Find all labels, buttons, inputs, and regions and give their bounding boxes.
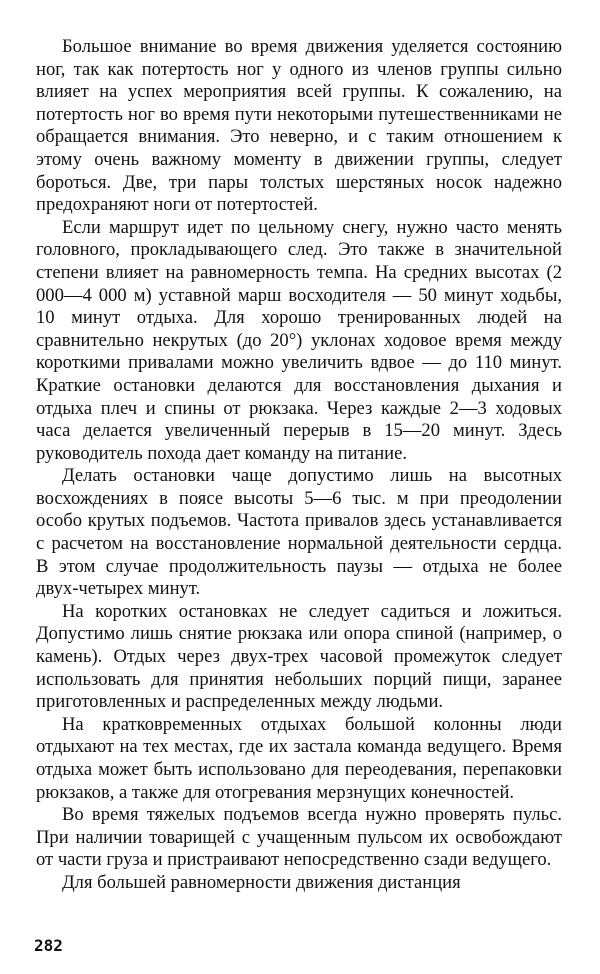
paragraph: Если маршрут идет по цельному снегу, нужно часто менять головного, прокладывающего след. Это также в значительной степени влияет на равномерность темпа. На средних высотах (2 000—4 000 м) уставной марш восходителя — 50 минут ходьбы, 10 минут отдыха. Для хорошо тренированных людей на сравнительно некрутых (до 20°) уклонах ходовое время между короткими привалами можно увеличить вдвое — до 110 минут. Краткие остановки делаются для восстановления дыхания и отдыха плеч и спины от рюкзака. Через каждые 2—3 ходовых часа делается увеличенный перерыв в 15—20 минут. Здесь руководитель похода дает команду на питание. (36, 216, 562, 464)
paragraph: Делать остановки чаще допустимо лишь на высотных восхождениях в поясе высоты 5—6 тыс. м при преодолении особо крутых подъемов. Частота привалов здесь устанавливается с расчетом на восстановление нормальной деятельности сердца. В этом случае продолжительность паузы — отдыха не более двух-четырех минут. (36, 465, 562, 600)
paragraph: Во время тяжелых подъемов всегда нужно проверять пульс. При наличии товарищей с учащенным пульсом их освобождают от части груза и пристраивают непосредственно сзади ведущего. (36, 804, 562, 871)
body-text (36, 36, 562, 895)
paragraph: На коротких остановках не следует садиться и ложиться. Допустимо лишь снятие рюкзака или опора спиной (например, о камень). Отдых через двух-трех часовой промежуток следует использовать для принятия небольших порций пищи, заранее приготовленных и распределенных между людьми. (36, 600, 562, 713)
paragraph: На кратковременных отдыхах большой колонны люди отдыхают на тех местах, где их застала команда ведущего. Время отдыха может быть использовано для переодевания, перепаковки рюкзаков, а также для отогревания мерзнущих конечностей. (36, 713, 562, 803)
page-number: 282 (34, 936, 63, 955)
paragraph: Для большей равномерности движения дистанция (62, 871, 461, 893)
paragraph: Большое внимание во время движения уделяется состоянию ног, так как потертость ног у одного из членов группы сильно влияет на успех мероприятия всей группы. К сожалению, на потертость ног во время пути некоторыми путешественниками не обращается внимания. Это неверно, и с таким отношением к этому очень важному моменту в движении группы, следует бороться. Две, три пары толстых шерстяных носок надежно предохраняют ноги от потертостей. (36, 36, 562, 216)
